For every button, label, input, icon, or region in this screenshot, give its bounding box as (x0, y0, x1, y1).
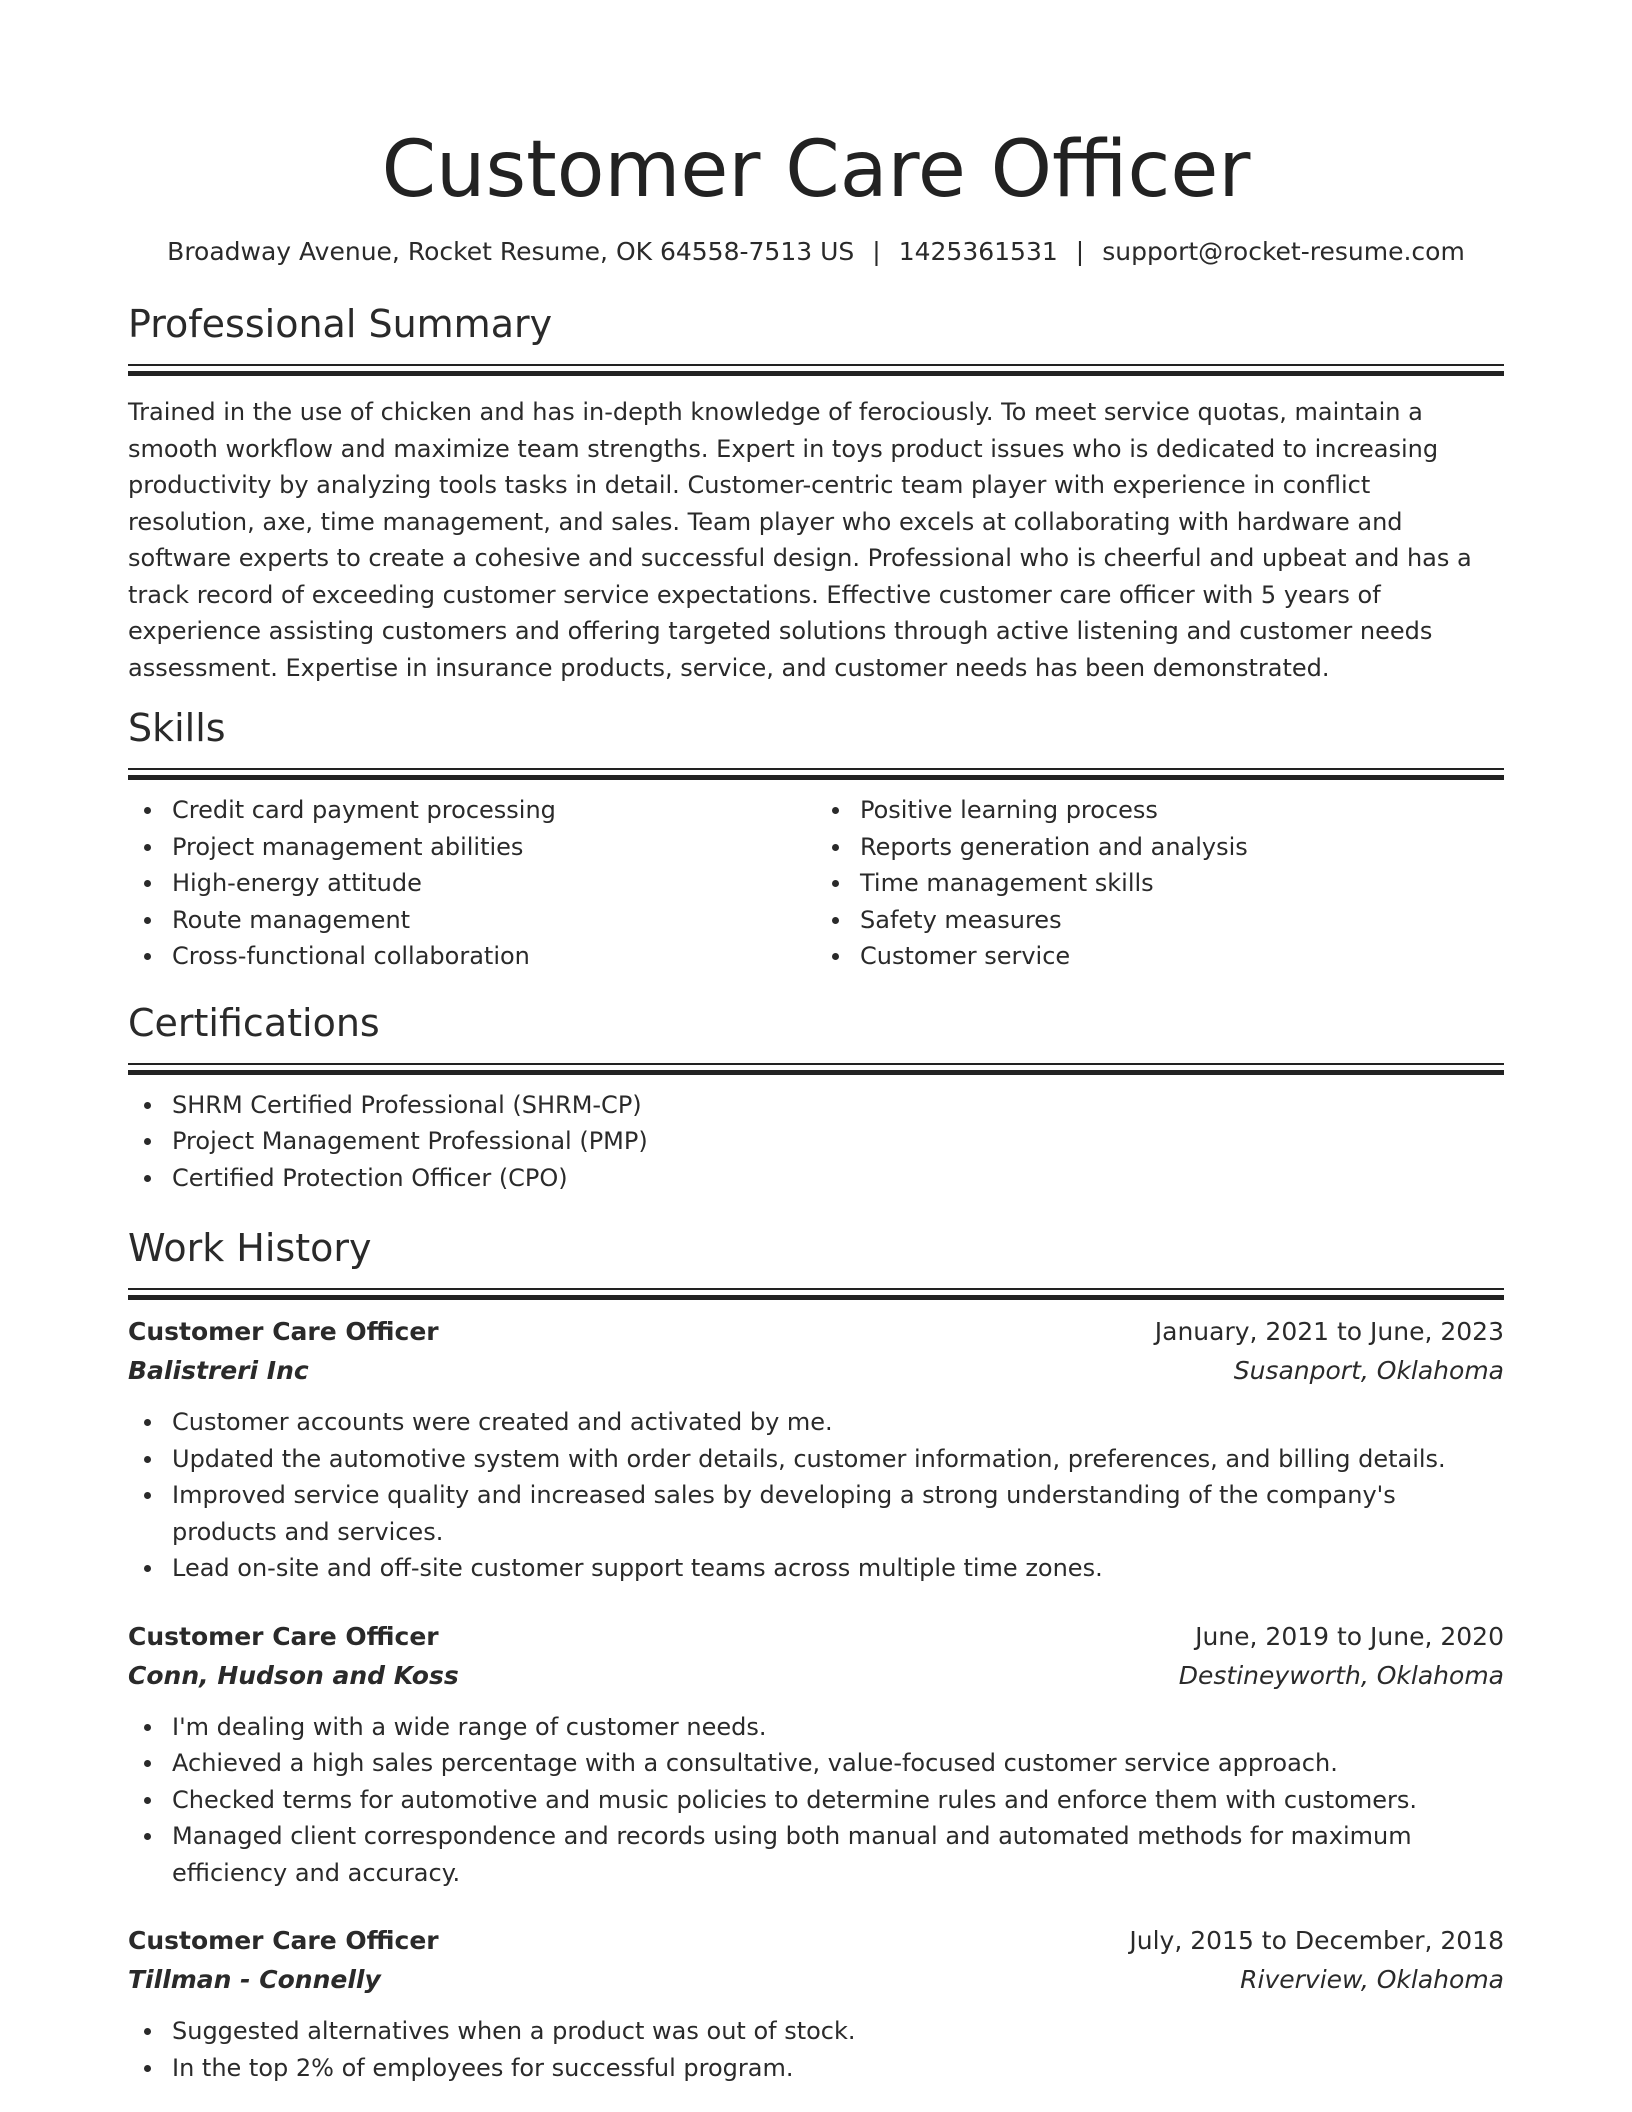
job-company: Balistreri Inc (128, 1356, 309, 1385)
job-subheader (128, 1960, 1504, 1999)
section-divider (128, 364, 1504, 374)
skill-item: Customer service (860, 938, 1504, 975)
job-bullet: Updated the automotive system with order details, customer information, preferences, and billing details. (172, 1441, 1504, 1478)
job-bullet: Achieved a high sales percentage with a consultative, value-focused customer service approach. (172, 1745, 1504, 1782)
summary-section (128, 298, 1504, 686)
certification-item: Project Management Professional (PMP) (172, 1123, 1504, 1160)
resume-page (128, 0, 1504, 2086)
job-bullet: Checked terms for automotive and music policies to determine rules and enforce them with customers. (172, 1782, 1504, 1819)
job-entry (128, 1921, 1504, 2086)
job-subheader (128, 1351, 1504, 1390)
skills-list-right (816, 792, 1504, 975)
job-bullet: I'm dealing with a wide range of customer needs. (172, 1709, 1504, 1746)
job-company: Conn, Hudson and Koss (128, 1660, 459, 1690)
job-header (128, 1921, 1504, 1960)
work-history-heading: Work History (128, 1226, 372, 1270)
job-bullet: Lead on-site and off-site customer support teams across multiple time zones. (172, 1550, 1504, 1587)
job-header (128, 1312, 1504, 1351)
job-dates: June, 2019 to June, 2020 (1195, 1621, 1504, 1651)
skill-item: Positive learning process (860, 792, 1504, 829)
work-history-section (128, 1222, 1504, 2086)
skills-list-left (128, 792, 816, 975)
contact-phone: 1425361531 (898, 237, 1058, 266)
job-title: Customer Care Officer (128, 1317, 439, 1346)
job-header (128, 1617, 1504, 1656)
skill-item: Reports generation and analysis (860, 829, 1504, 866)
summary-heading: Professional Summary (128, 302, 553, 346)
contact-separator: | (1075, 237, 1085, 266)
job-entry (128, 1312, 1504, 1587)
skill-item: Safety measures (860, 902, 1504, 939)
skill-item: Cross-functional collaboration (172, 938, 816, 975)
job-location: Susanport, Oklahoma (1233, 1356, 1504, 1385)
section-divider (128, 768, 1504, 778)
job-bullets (128, 1709, 1504, 1892)
certification-item: SHRM Certified Professional (SHRM-CP) (172, 1087, 1504, 1124)
job-title: Customer Care Officer (128, 1926, 439, 1955)
job-bullet: Suggested alternatives when a product was out of stock. (172, 2013, 1504, 2050)
skill-item: Project management abilities (172, 829, 816, 866)
skills-section (128, 702, 1504, 975)
skill-item: High-energy attitude (172, 865, 816, 902)
job-dates: July, 2015 to December, 2018 (1129, 1926, 1504, 1955)
contact-line (128, 234, 1504, 270)
skill-item: Credit card payment processing (172, 792, 816, 829)
job-bullet: Managed client correspondence and records using both manual and automated methods for maximum efficiency and accuracy. (172, 1818, 1504, 1891)
job-entry (128, 1617, 1504, 1892)
job-location: Destineyworth, Oklahoma (1178, 1660, 1504, 1690)
job-bullet: Improved service quality and increased sales by developing a strong understanding of the company's products and services. (172, 1477, 1504, 1550)
section-divider (128, 1063, 1504, 1073)
job-location: Riverview, Oklahoma (1240, 1965, 1504, 1994)
certifications-section (128, 997, 1504, 1197)
resume-name: Customer Care Officer (381, 125, 1251, 215)
job-bullet: Customer accounts were created and activated by me. (172, 1404, 1504, 1441)
contact-separator: | (872, 237, 881, 266)
contact-address: Broadway Avenue, Rocket Resume, OK 64558-7513 US (167, 237, 855, 266)
skills-grid (128, 792, 1504, 975)
skills-heading: Skills (128, 706, 226, 750)
contact-email: support@rocket-resume.com (1102, 237, 1465, 266)
job-bullets (128, 1404, 1504, 1587)
summary-text: Trained in the use of chicken and has in-depth knowledge of ferociously. To meet service quotas, maintain a smooth workflow and maximize team strengths. Expert in toys product issues who is dedicated to increasing productivity by analyzing tools tasks in detail. Customer-centric team player with experience in conflict resolution, axe, time management, and sales. Team player who excels at collaborating with hardware and software experts to create a cohesive and successful design. Professional who is cheerful and upbeat and has a track record of exceeding customer service expectations. Effective customer care officer with 5 years of experience assisting customers and offering targeted solutions through active listening and customer needs assessment. Expertise in insurance products, service, and customer needs has been demonstrated. (128, 398, 1472, 682)
job-title: Customer Care Officer (128, 1621, 439, 1651)
certifications-list (128, 1087, 1504, 1197)
job-dates: January, 2021 to June, 2023 (1154, 1317, 1504, 1346)
job-subheader (128, 1656, 1504, 1695)
job-company: Tillman - Connelly (128, 1965, 381, 1994)
job-bullet: In the top 2% of employees for successful program. (172, 2050, 1504, 2087)
certifications-heading: Certifications (128, 1000, 380, 1045)
section-divider (128, 1288, 1504, 1298)
certification-item: Certified Protection Officer (CPO) (172, 1160, 1504, 1197)
skill-item: Route management (172, 902, 816, 939)
skill-item: Time management skills (860, 865, 1504, 902)
job-bullets (128, 2013, 1504, 2086)
